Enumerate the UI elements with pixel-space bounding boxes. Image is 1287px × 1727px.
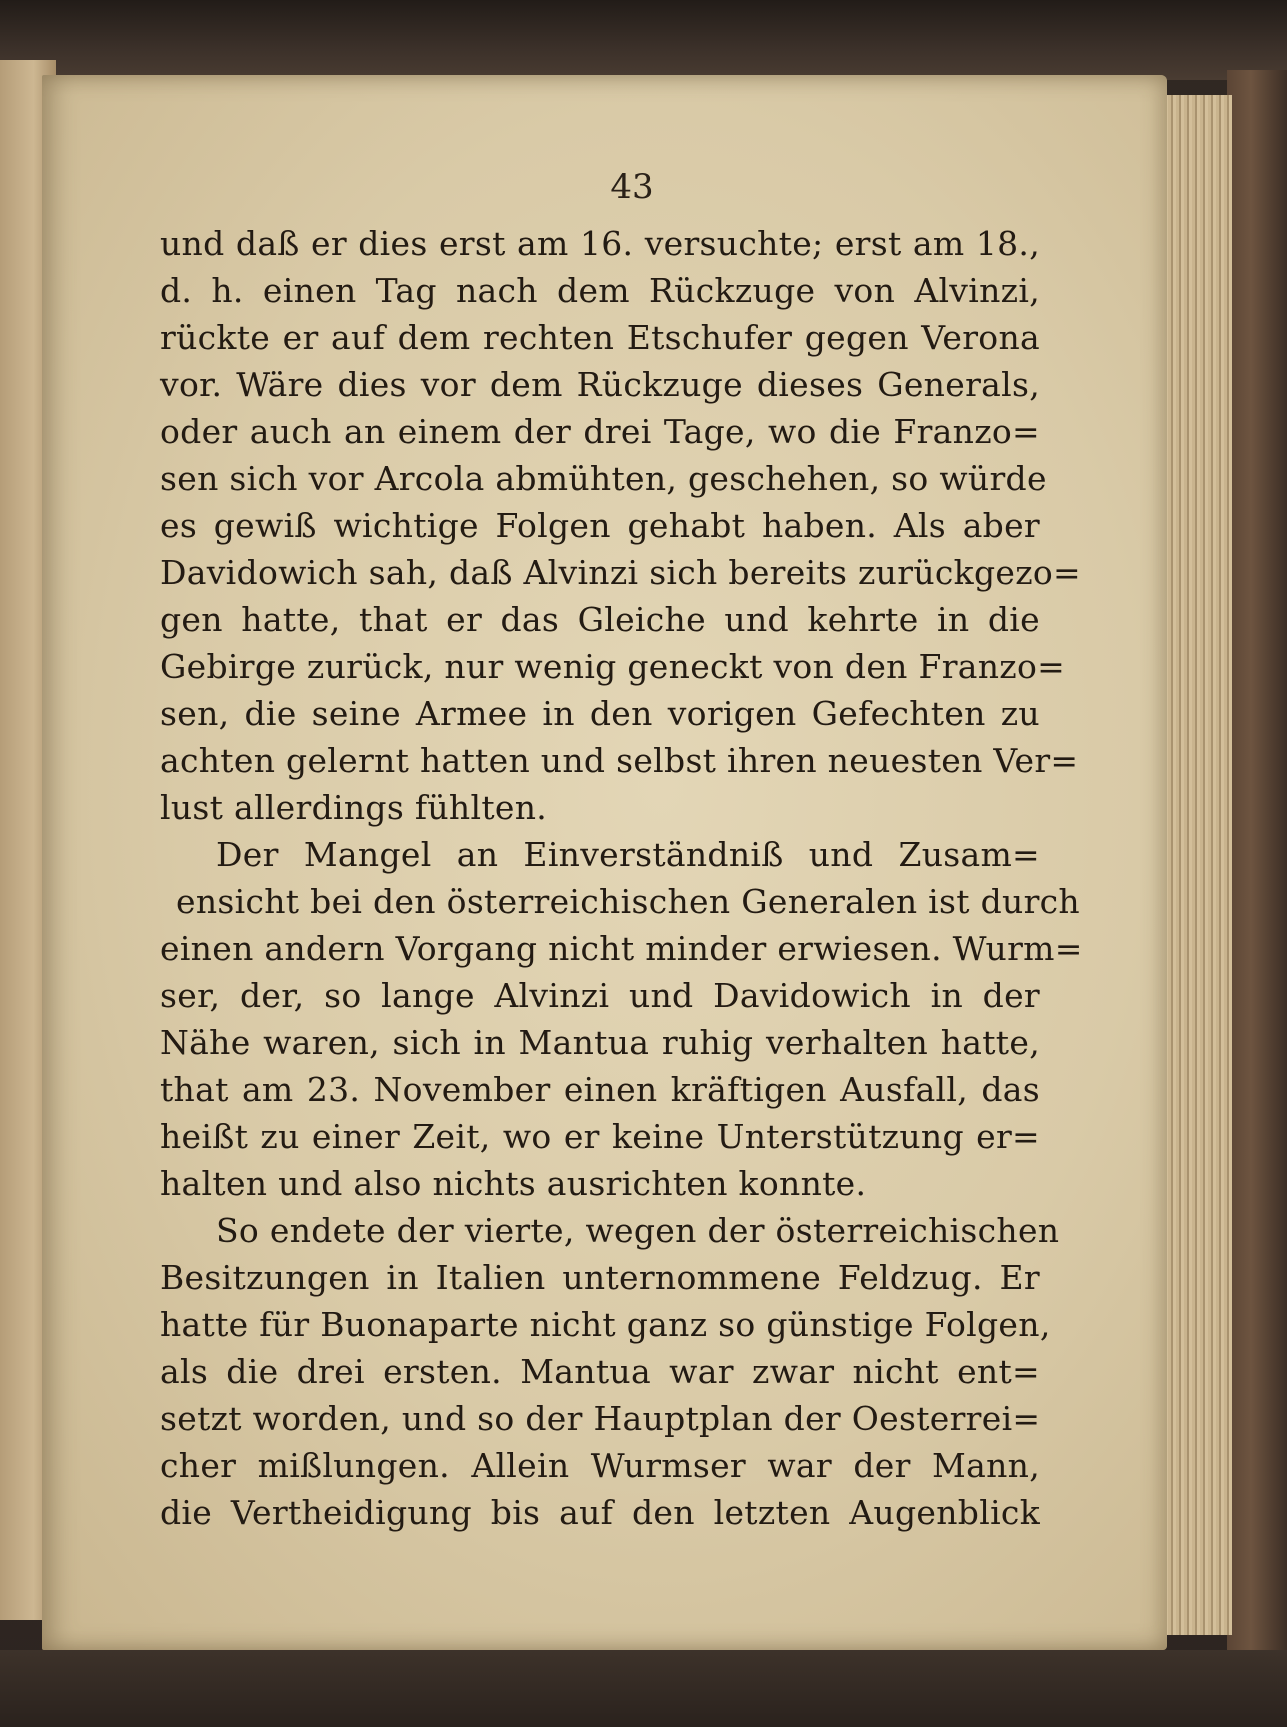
text-line: ser, der, so lange Alvinzi und Davidowich in der xyxy=(160,976,1040,1015)
text-line: und daß er dies erst am 16. versuchte; erst am 18., xyxy=(160,224,1040,263)
page-number: 43 xyxy=(610,167,654,207)
text-line: that am 23. November einen kräftigen Ausfall, das xyxy=(160,1070,1040,1109)
text-line: Gebirge zurück, nur wenig geneckt von den Franzo= xyxy=(160,647,1066,686)
text-line: Davidowich sah, daß Alvinzi sich bereits zurückgezo= xyxy=(160,553,1082,592)
text-line: gen hatte, that er das Gleiche und kehrte in die xyxy=(160,600,1040,639)
text-line: ensicht bei den österreichischen Generalen ist durch xyxy=(176,882,1080,921)
text-line: halten und also nichts ausrichten konnte. xyxy=(160,1164,867,1203)
text-line: So endete der vierte, wegen der österreichischen xyxy=(216,1211,1060,1250)
text-line: die Vertheidigung bis auf den letzten Augenblick xyxy=(160,1493,1040,1532)
text-line: einen andern Vorgang nicht minder erwiesen. Wurm= xyxy=(160,929,1083,968)
text-line: als die drei ersten. Mantua war zwar nicht ent= xyxy=(160,1352,1040,1391)
top-binding xyxy=(0,0,1287,80)
text-line: Besitzungen in Italien unternommene Feldzug. Er xyxy=(160,1258,1040,1297)
text-line: heißt zu einer Zeit, wo er keine Unterstützung er= xyxy=(160,1117,1040,1156)
bottom-edge xyxy=(0,1650,1287,1727)
text-line: rückte er auf dem rechten Etschufer gegen Verona xyxy=(160,318,1040,357)
text-line: lust allerdings fühlten. xyxy=(160,788,548,827)
book-page xyxy=(42,75,1167,1650)
text-line: Der Mangel an Einverständniß und Zusam= xyxy=(216,835,1040,874)
book-cover-edge xyxy=(1227,70,1287,1650)
text-line: hatte für Buonaparte nicht ganz so günstige Folgen, xyxy=(160,1305,1051,1344)
text-line: Nähe waren, sich in Mantua ruhig verhalten hatte, xyxy=(160,1023,1040,1062)
text-line: d. h. einen Tag nach dem Rückzuge von Alvinzi, xyxy=(160,271,1040,310)
text-line: setzt worden, und so der Hauptplan der Oesterrei= xyxy=(160,1399,1041,1438)
text-line: sen sich vor Arcola abmühten, geschehen, so würde xyxy=(160,459,1047,498)
text-line: cher mißlungen. Allein Wurmser war der Mann, xyxy=(160,1446,1040,1485)
text-line: achten gelernt hatten und selbst ihren neuesten Ver= xyxy=(160,741,1079,780)
text-line: oder auch an einem der drei Tage, wo die Franzo= xyxy=(160,412,1040,451)
page-text xyxy=(160,220,1083,1536)
text-line: es gewiß wichtige Folgen gehabt haben. Als aber xyxy=(160,506,1040,545)
text-line: sen, die seine Armee in den vorigen Gefechten zu xyxy=(160,694,1040,733)
text-line: vor. Wäre dies vor dem Rückzuge dieses Generals, xyxy=(160,365,1040,404)
page-stack-edges xyxy=(1160,95,1232,1635)
